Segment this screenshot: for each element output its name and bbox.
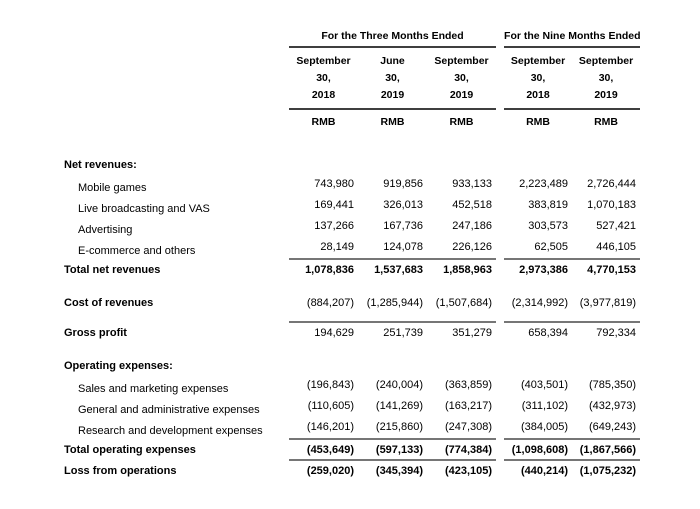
cell-value: (311,102) [521, 400, 569, 412]
cell-value: (1,867,566) [572, 439, 640, 460]
cell-value: (3,977,819) [579, 296, 637, 309]
cell-value: (384,005) [520, 421, 569, 433]
column-header-sep-30-2019-ytd [572, 47, 640, 109]
cell-value: (774,384) [427, 439, 496, 460]
cell-value: 452,518 [452, 199, 493, 211]
cell-value: (345,394) [375, 465, 423, 477]
row-label: Operating expenses: [64, 359, 173, 372]
spacer-row [64, 280, 640, 292]
column-header-sep-30-2018-ytd [504, 47, 572, 109]
cell-value [572, 154, 640, 175]
cell-value: 1,858,963 [427, 259, 496, 280]
spacer-cell [64, 313, 640, 322]
cell-value: (1,075,232) [579, 465, 637, 477]
column-header-line: 30, [598, 72, 614, 84]
column-header-line: 2019 [594, 89, 618, 101]
cell-value [572, 355, 640, 376]
column-header-line: 2018 [311, 89, 336, 101]
spacer-cell [64, 280, 640, 292]
cell-value: 743,980 [314, 178, 354, 190]
table-row [64, 154, 640, 175]
cell-value [289, 154, 358, 175]
cell-value: (597,133) [358, 439, 427, 460]
corner-blank [64, 30, 289, 47]
cell-value [427, 355, 496, 376]
cell-value: (884,207) [306, 296, 354, 309]
spacer-row [64, 132, 640, 154]
cell-value: 658,394 [504, 322, 572, 343]
cell-value: (649,243) [588, 421, 637, 433]
column-gap [496, 30, 504, 47]
cell-value [358, 154, 427, 175]
cell-value: 2,223,489 [519, 178, 569, 190]
cell-value: 124,078 [383, 241, 423, 253]
column-gap [496, 355, 504, 376]
column-gap [496, 196, 504, 217]
corner-blank [64, 109, 289, 132]
table-row [64, 460, 640, 481]
cell-value: (785,350) [588, 379, 637, 391]
cell-value: 351,279 [427, 322, 496, 343]
currency-label: RMB [449, 116, 474, 128]
cell-value: 933,133 [452, 178, 493, 190]
cell-value: (453,649) [289, 439, 358, 460]
column-header-line: 30, [316, 72, 331, 84]
cell-value [427, 154, 496, 175]
row-label: Mobile games [78, 182, 147, 194]
cell-value: 2,973,386 [504, 259, 572, 280]
cell-value: 1,078,836 [289, 259, 358, 280]
column-gap [496, 397, 504, 418]
cell-value: 62,505 [534, 241, 569, 253]
table-row [64, 292, 640, 313]
column-header-line: September [510, 55, 566, 67]
cell-value: 1,070,183 [587, 199, 637, 211]
column-gap [496, 460, 504, 481]
column-header-jun-30-2019-q [358, 47, 427, 109]
cell-value [358, 355, 427, 376]
column-gap [496, 238, 504, 259]
row-label: General and administrative expenses [78, 404, 260, 416]
cell-value: 28,149 [320, 241, 354, 253]
row-label: Sales and marketing expenses [78, 383, 229, 395]
currency-label: RMB [526, 116, 550, 128]
column-gap [496, 175, 504, 196]
group-header-nine-months: For the Nine Months Ended [504, 30, 640, 47]
cell-value: (423,105) [444, 465, 493, 477]
cell-value: (141,269) [375, 400, 423, 412]
cell-value: (403,501) [520, 379, 569, 391]
column-gap [496, 217, 504, 238]
row-label: Net revenues: [64, 158, 137, 171]
cell-value [504, 154, 572, 175]
column-header-line: June [380, 55, 405, 67]
cell-value: 1,537,683 [358, 259, 427, 280]
cell-value: (1,098,608) [504, 439, 572, 460]
cell-value: 383,819 [528, 199, 569, 211]
row-label: Advertising [78, 224, 133, 236]
column-header-row [64, 47, 640, 109]
cell-value: 167,736 [383, 220, 423, 232]
currency-label: RMB [380, 116, 405, 128]
row-label: Gross profit [64, 326, 127, 339]
table-row [64, 217, 640, 238]
spacer-cell [64, 343, 640, 355]
table-row [64, 355, 640, 376]
cell-value: (215,860) [375, 421, 423, 433]
cell-value [289, 355, 358, 376]
column-gap [496, 109, 504, 132]
cell-value: 303,573 [528, 220, 569, 232]
cell-value [504, 355, 572, 376]
table-row [64, 175, 640, 196]
cell-value: 169,441 [314, 199, 354, 211]
cell-value: 792,334 [572, 322, 640, 343]
column-header-line: 30, [530, 72, 546, 84]
table-row [64, 397, 640, 418]
cell-value: (259,020) [306, 465, 354, 477]
table-row [64, 238, 640, 259]
cell-value: (146,201) [306, 421, 354, 433]
column-header-line: September [296, 55, 351, 67]
column-gap [496, 376, 504, 397]
cell-value: 527,421 [596, 220, 637, 232]
currency-label: RMB [594, 116, 618, 128]
cell-value: (432,973) [588, 400, 637, 412]
column-gap [496, 439, 504, 460]
cell-value: (110,605) [307, 400, 354, 412]
column-gap [496, 259, 504, 280]
cell-value: (163,217) [444, 400, 493, 412]
cell-value: (2,314,992) [511, 296, 569, 309]
column-gap [496, 47, 504, 109]
row-label: E-commerce and others [78, 245, 196, 257]
table-row [64, 376, 640, 397]
column-gap [496, 418, 504, 439]
cell-value: 919,856 [383, 178, 423, 190]
currency-label: RMB [311, 116, 336, 128]
column-header-line: September [434, 55, 489, 67]
row-label: Research and development expenses [78, 425, 263, 437]
cell-value: (240,004) [375, 379, 423, 391]
column-header-line: 2019 [380, 89, 405, 101]
row-label: Cost of revenues [64, 296, 154, 309]
table-row [64, 439, 640, 460]
column-gap [496, 322, 504, 343]
group-header-row [64, 30, 640, 47]
cell-value: 4,770,153 [572, 259, 640, 280]
financial-statement-table [64, 30, 640, 481]
cell-value: (247,308) [444, 421, 493, 433]
spacer-row [64, 343, 640, 355]
spacer-cell [64, 132, 640, 154]
row-label: Total net revenues [64, 263, 161, 276]
cell-value: (363,859) [444, 379, 493, 391]
currency-row [64, 109, 640, 132]
corner-blank [64, 47, 289, 109]
cell-value: 2,726,444 [587, 178, 637, 190]
row-label: Live broadcasting and VAS [78, 203, 210, 215]
column-header-line: 2019 [449, 89, 474, 101]
table-row [64, 418, 640, 439]
cell-value: 247,186 [452, 220, 493, 232]
column-header-line: 30, [385, 72, 400, 84]
cell-value: 326,013 [383, 199, 423, 211]
cell-value: (1,507,684) [435, 296, 493, 309]
cell-value: 194,629 [289, 322, 358, 343]
column-header-line: September [578, 55, 634, 67]
cell-value: 226,126 [452, 241, 493, 253]
table-row [64, 322, 640, 343]
cell-value: (440,214) [520, 465, 569, 477]
table-row [64, 196, 640, 217]
spacer-row [64, 313, 640, 322]
column-header-sep-30-2019-q [427, 47, 496, 109]
cell-value: (1,285,944) [366, 296, 423, 309]
column-header-sep-30-2018-q [289, 47, 358, 109]
row-label: Loss from operations [64, 464, 177, 477]
table-row [64, 259, 640, 280]
cell-value: 251,739 [358, 322, 427, 343]
cell-value: 137,266 [314, 220, 354, 232]
column-gap [496, 154, 504, 175]
column-header-line: 2018 [526, 89, 550, 101]
cell-value: 446,105 [596, 241, 637, 253]
row-label: Total operating expenses [64, 443, 196, 456]
group-header-three-months: For the Three Months Ended [289, 30, 496, 47]
table-body [64, 132, 640, 481]
cell-value: (196,843) [306, 379, 354, 391]
column-gap [496, 292, 504, 313]
column-header-line: 30, [454, 72, 469, 84]
